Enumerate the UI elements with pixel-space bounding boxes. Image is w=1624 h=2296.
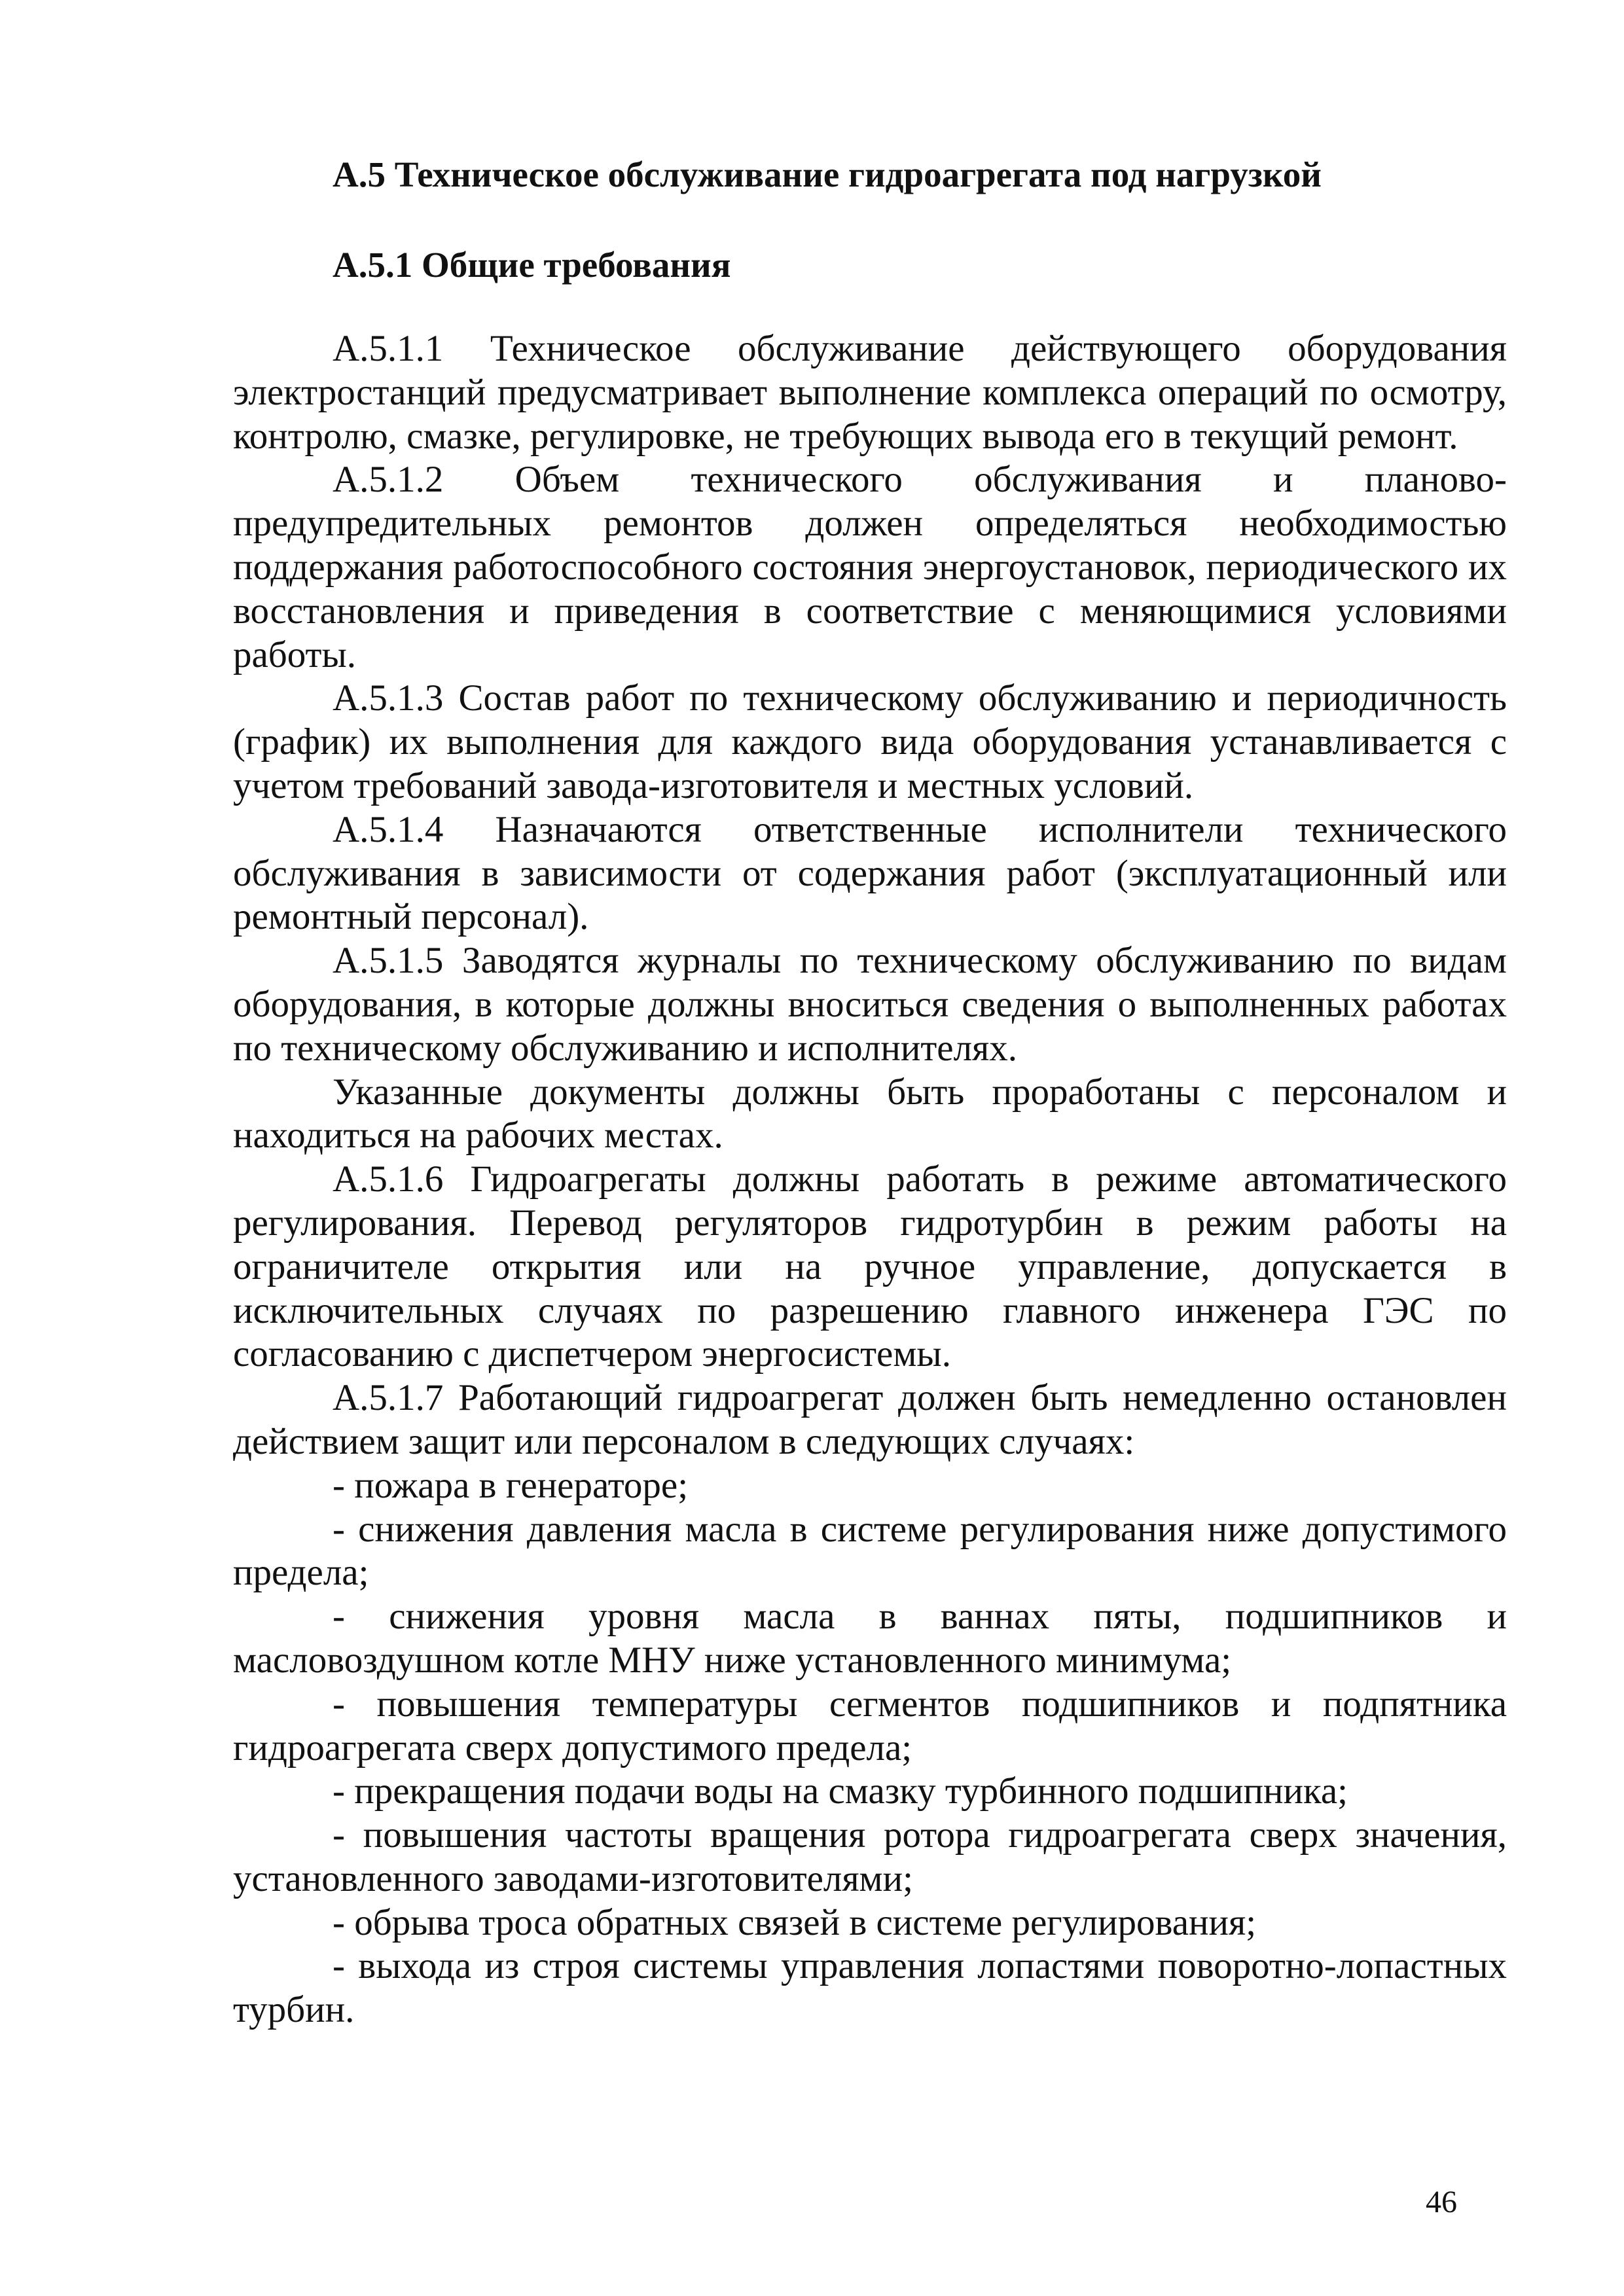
paragraph-documents-note: Указанные документы должны быть проработаны с персоналом и находиться на рабочих местах. [233, 1071, 1507, 1157]
page-number: 46 [1426, 2185, 1457, 2219]
list-item: - пожара в генераторе; [333, 1464, 689, 1506]
paragraph-a-5-1-2: А.5.1.2 Объем технического обслуживания и планово-предупредительных ремонтов должен определяться необходимостью поддержания работоспособного состояния энергоустановок, периодического их восстановления и приведения в соответствие с меняющимися условиями работы. [233, 459, 1507, 675]
paragraph-a-5-1-7: А.5.1.7 Работающий гидроагрегат должен быть немедленно остановлен действием защит или персоналом в следующих случаях: [233, 1377, 1507, 1462]
list-item: - повышения частоты вращения ротора гидроагрегата сверх значения, установленного заводами-изготовителями; [233, 1814, 1507, 1899]
list-item: - снижения уровня масла в ваннах пяты, подшипников и масловоздушном котле МНУ ниже установленного минимума; [233, 1596, 1507, 1681]
paragraph-a-5-1-1: А.5.1.1 Техническое обслуживание действующего оборудования электростанций предусматривает выполнение комплекса операций по осмотру, контролю, смазке, регулировке, не требующих вывода его в текущий ремонт. [233, 328, 1507, 457]
list-item: - прекращения подачи воды на смазку турбинного подшипника; [333, 1770, 1348, 1812]
list-item: - выхода из строя системы управления лопастями поворотно-лопастных турбин. [233, 1945, 1507, 2031]
section-heading: А.5 Техническое обслуживание гидроагрегата под нагрузкой [333, 154, 1322, 194]
subsection-heading: А.5.1 Общие требования [333, 245, 731, 285]
paragraph-a-5-1-6: А.5.1.6 Гидроагрегаты должны работать в режиме автоматического регулирования. Перевод регуляторов гидротурбин в режим работы на ограничителе открытия или на ручное управление, допускается в исключительных случаях по разрешению главного инженера ГЭС по согласованию с диспетчером энергосистемы. [233, 1158, 1507, 1375]
list-item: - повышения температуры сегментов подшипников и подпятника гидроагрегата сверх допустимого предела; [233, 1683, 1507, 1768]
list-item: - снижения давления масла в системе регулирования ниже допустимого предела; [233, 1508, 1507, 1594]
document-body [233, 327, 1507, 2032]
list-item: - обрыва троса обратных связей в системе регулирования; [333, 1901, 1257, 1943]
paragraph-a-5-1-3: А.5.1.3 Состав работ по техническому обслуживанию и периодичность (график) их выполнения для каждого вида оборудования устанавливается с учетом требований завода-изготовителя и местных условий. [233, 677, 1507, 806]
paragraph-a-5-1-4: А.5.1.4 Назначаются ответственные исполнители технического обслуживания в зависимости от содержания работ (эксплуатационный или ремонтный персонал). [233, 808, 1507, 938]
paragraph-a-5-1-5: А.5.1.5 Заводятся журналы по техническому обслуживанию по видам оборудования, в которые должны вноситься сведения о выполненных работах по техническому обслуживанию и исполнителях. [233, 940, 1507, 1069]
